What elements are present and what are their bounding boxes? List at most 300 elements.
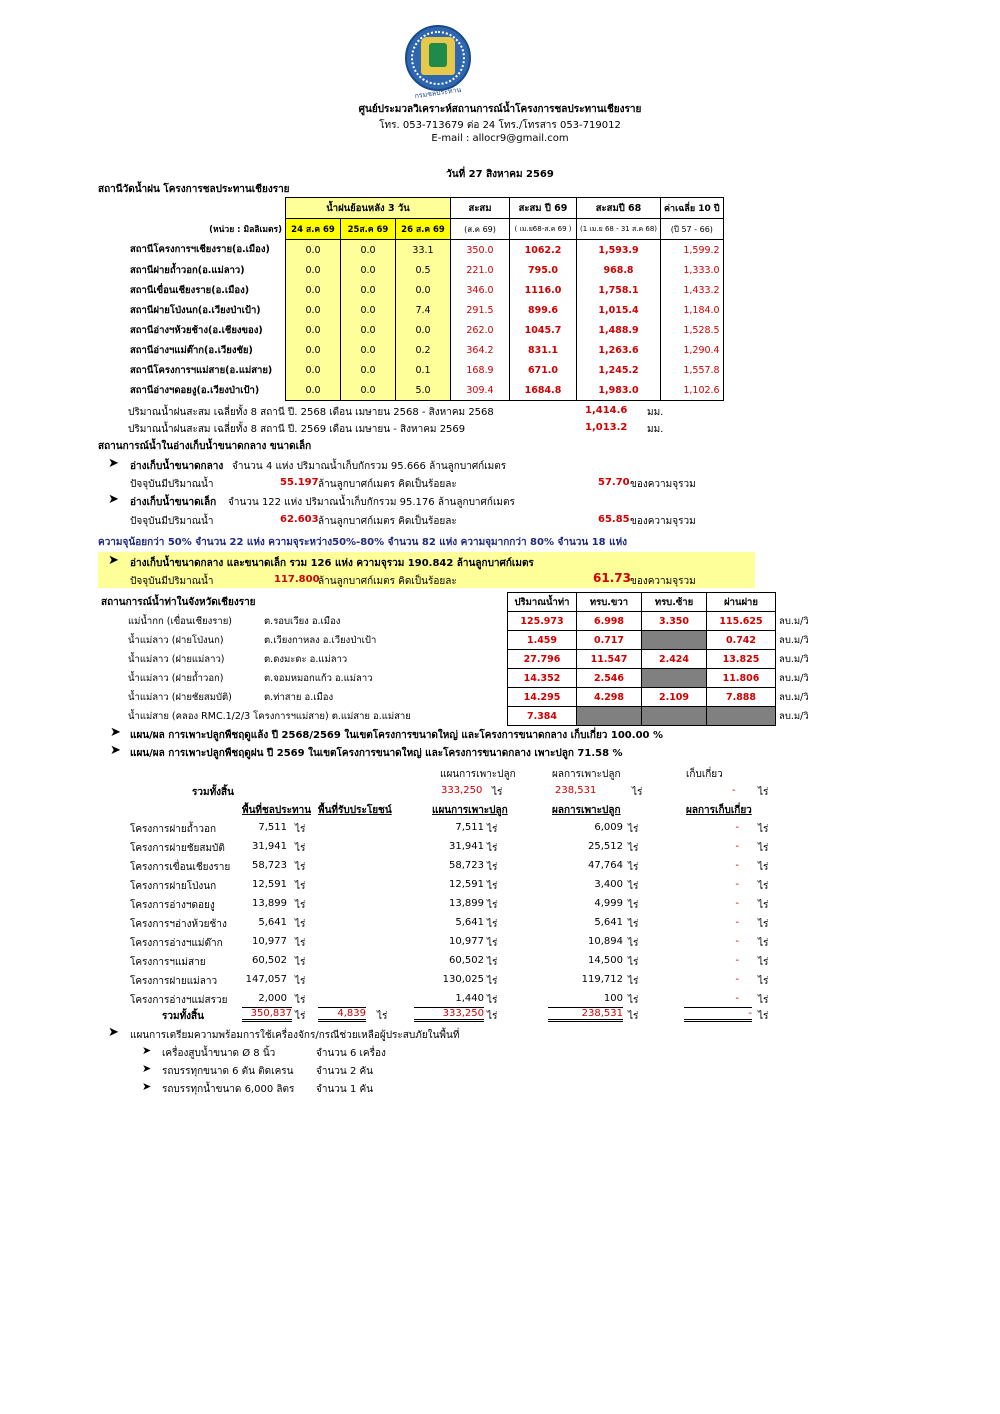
irr-area: 12,591 — [252, 879, 287, 890]
flow-table — [98, 592, 812, 726]
flow-left-empty — [642, 631, 707, 650]
day2-value: 0.0 — [341, 380, 396, 401]
rain-row — [98, 360, 723, 380]
flow-qty: 1.459 — [508, 631, 577, 650]
project-name: โครงการอ่างฯดอยงู — [130, 900, 215, 911]
small-title: อ่างเก็บน้ำขนาดเล็ก — [130, 497, 217, 508]
arrow-icon: ➤ — [110, 725, 121, 740]
plan-value: 7,511 — [455, 822, 484, 833]
irr-area: 31,941 — [252, 841, 287, 852]
cum-value: 291.5 — [451, 300, 510, 320]
rai-label: ไร่ — [758, 862, 769, 873]
rai-label: ไร่ — [628, 881, 639, 892]
crop-h-benefit: พื้นที่รับประโยชน์ — [318, 805, 392, 816]
plan-value: 13,899 — [449, 898, 484, 909]
cum69-sub: ( เม.ย68-ส.ค 69 ) — [510, 219, 577, 240]
harvest-value: - — [735, 993, 739, 1004]
harvest-value: - — [735, 860, 739, 871]
cum68-value: 1,263.6 — [577, 340, 661, 360]
avg-value: 1,557.8 — [661, 360, 724, 380]
equip-title: แผนการเตรียมความพร้อมการใช้เครื่องจักร/กรณีช่วยเหลือผู้ประสบภัยในพื้นที่ — [130, 1030, 460, 1041]
header-line1: ศูนย์ประมวลวิเคราะห์สถานการณ์น้ำโครงการชลประทานเชียงราย — [358, 104, 642, 115]
cum-value: 262.0 — [451, 320, 510, 340]
rai-label: ไร่ — [758, 919, 769, 930]
avg-header: ค่าเฉลี่ย 10 ปี — [661, 198, 724, 219]
crop-grand-plan: 333,250 — [441, 785, 483, 796]
station-name: สถานีอ่างฯดอยงู(อ.เวียงป่าเป้า) — [130, 384, 260, 396]
flow-right: 0.717 — [577, 631, 642, 650]
avg-value: 1,528.5 — [661, 320, 724, 340]
cum-value: 346.0 — [451, 280, 510, 300]
plan-value: 130,025 — [442, 974, 484, 985]
rain-row — [98, 240, 723, 261]
cum68-value: 1,983.0 — [577, 380, 661, 401]
harvest-value: - — [735, 841, 739, 852]
cum69-value: 671.0 — [510, 360, 577, 380]
cum-sub: (ส.ค 69) — [451, 219, 510, 240]
irr-area: 2,000 — [258, 993, 287, 1004]
rai-label: ไร่ — [632, 787, 643, 798]
cum68-value: 1,015.4 — [577, 300, 661, 320]
flow-right: 11.547 — [577, 650, 642, 669]
crop-total-benefit: 4,839 — [318, 1007, 366, 1022]
day3-value: 0.0 — [396, 320, 451, 340]
flow-right: 6.998 — [577, 612, 642, 631]
flow-h-weir: ผ่านฝาย — [707, 593, 776, 612]
arrow-icon: ➤ — [142, 1044, 152, 1057]
rai-label: ไร่ — [295, 881, 306, 892]
logo-caption: กรมชลประทาน — [414, 85, 462, 101]
flow-unit: ลบ.ม/วิ — [779, 634, 809, 646]
rai-label: ไร่ — [758, 881, 769, 892]
crop-total-harvest: - — [684, 1007, 752, 1022]
equip-qty: จำนวน 1 คัน — [316, 1084, 374, 1095]
mid-now-label: ปัจจุบันมีปริมาณน้ำ — [130, 479, 214, 490]
station-name: สถานีฝายโป่งนก(อ.เวียงป่าเป้า) — [130, 304, 261, 316]
flow-unit: ลบ.ม/วิ — [779, 672, 809, 684]
avg-value: 1,599.2 — [661, 240, 724, 261]
small-now-label: ปัจจุบันมีปริมาณน้ำ — [130, 516, 214, 527]
project-name: โครงการฝายถ้ำวอก — [130, 824, 217, 835]
irr-area: 60,502 — [252, 955, 287, 966]
arrow-icon: ➤ — [142, 1080, 152, 1093]
flow-row — [98, 688, 812, 707]
cum-value: 168.9 — [451, 360, 510, 380]
location: ต.ดงมะดะ อ.แม่ลาว — [264, 653, 348, 665]
header-line3: E-mail : allocr9@gmail.com — [431, 133, 569, 144]
project-name: โครงการฝายแม่ลาว — [130, 976, 218, 987]
harvest-value: - — [735, 822, 739, 833]
result-value: 6,009 — [594, 822, 623, 833]
result-value: 47,764 — [588, 860, 623, 871]
result-value: 25,512 — [588, 841, 623, 852]
irr-area: 13,899 — [252, 898, 287, 909]
avg-value: 1,433.2 — [661, 280, 724, 300]
rain3-header: น้ำฝนย้อนหลัง 3 วัน — [286, 198, 451, 219]
flow-qty: 27.796 — [508, 650, 577, 669]
avg68-unit: มม. — [647, 407, 664, 418]
location: ต.ท่าสาย อ.เมือง — [264, 691, 334, 703]
location: ต.เวียงกาหลง อ.เวียงป่าเป้า — [264, 634, 377, 646]
crop-grand-label: รวมทั้งสิ้น — [192, 787, 234, 798]
rai-label: ไร่ — [758, 957, 769, 968]
cum-header: สะสม — [451, 198, 510, 219]
flow-unit: ลบ.ม/วิ — [779, 653, 809, 665]
avg68-value: 1,414.6 — [585, 405, 628, 416]
result-value: 10,894 — [588, 936, 623, 947]
avg-value: 1,333.0 — [661, 260, 724, 280]
project-name: โครงการอ่างฯแม่สรวย — [130, 995, 228, 1006]
day1-value: 0.0 — [286, 240, 341, 261]
day3-value: 0.2 — [396, 340, 451, 360]
flow-left: 3.350 — [642, 612, 707, 631]
rai-label: ไร่ — [628, 900, 639, 911]
crop-h-result2: ผลการเพาะปลูก — [552, 805, 621, 816]
cum-value: 364.2 — [451, 340, 510, 360]
flow-last-qty: 7.384 — [508, 707, 577, 726]
day2-header: 25ส.ค 69 — [341, 219, 396, 240]
harvest-value: - — [735, 955, 739, 966]
day1-value: 0.0 — [286, 320, 341, 340]
rai-label: ไร่ — [628, 957, 639, 968]
day1-value: 0.0 — [286, 260, 341, 280]
reservoir-title: สถานการณ์น้ำในอ่างเก็บน้ำขนาดกลาง ขนาดเล็ก — [98, 441, 312, 452]
mid-now-value: 55.197 — [280, 477, 319, 488]
rai-label: ไร่ — [295, 900, 306, 911]
flow-unit: ลบ.ม/วิ — [779, 691, 809, 703]
flow-left: 2.109 — [642, 688, 707, 707]
arrow-icon: ➤ — [108, 492, 119, 507]
flow-left-empty — [642, 669, 707, 688]
rain-row — [98, 300, 723, 320]
rai-label: ไร่ — [487, 881, 498, 892]
result-value: 4,999 — [594, 898, 623, 909]
flow-qty: 125.973 — [508, 612, 577, 631]
crop-h-area: พื้นที่ชลประทาน — [242, 805, 312, 816]
cum69-value: 831.1 — [510, 340, 577, 360]
total-now-label: ปัจจุบันมีปริมาณน้ำ — [130, 576, 214, 587]
arrow-icon: ➤ — [108, 456, 119, 471]
plan-value: 31,941 — [449, 841, 484, 852]
plan-value: 60,502 — [449, 955, 484, 966]
cum68-value: 968.8 — [577, 260, 661, 280]
day2-value: 0.0 — [341, 300, 396, 320]
flow-unit: ลบ.ม/วิ — [779, 710, 809, 722]
flow-qty: 14.295 — [508, 688, 577, 707]
total-title: อ่างเก็บน้ำขนาดกลาง และขนาดเล็ก รวม 126 แห่ง ความจุรวม 190.842 ล้านลูกบาศก์เมตร — [130, 558, 534, 569]
rai-label: ไร่ — [295, 919, 306, 930]
day1-value: 0.0 — [286, 300, 341, 320]
river-name: น้ำแม่ลาว (ฝายถ้ำวอก) — [128, 672, 224, 684]
location: ต.รอบเวียง อ.เมือง — [264, 615, 341, 627]
day3-value: 0.5 — [396, 260, 451, 280]
harvest-value: - — [735, 936, 739, 947]
station-name: สถานีอ่างฯห้วยช้าง(อ.เชียงของ) — [130, 324, 263, 336]
crop-plan1: แผน/ผล การเพาะปลูกพืชฤดูแล้ง ปี 2568/2569 ในเขตโครงการขนาดใหญ่ และโครงการขนาดกลาง เก็บเกี่ยว 100.00 % — [130, 730, 663, 741]
result-value: 100 — [603, 993, 623, 1004]
project-name: โครงการฝายโป่งนก — [130, 881, 217, 892]
avg68-label: ปริมาณน้ำฝนสะสม เฉลี่ยทั้ง 8 สถานี ปี. 2568 เดือน เมษายน 2568 - สิงหาคม 2568 — [128, 407, 494, 418]
mid-pct-suffix: ของความจุรวม — [630, 479, 696, 490]
day3-value: 0.0 — [396, 280, 451, 300]
cum68-header: สะสมปี 68 — [577, 198, 661, 219]
rai-label: ไร่ — [628, 938, 639, 949]
rai-label: ไร่ — [758, 787, 769, 798]
cum69-value: 1116.0 — [510, 280, 577, 300]
project-name: โครงการฝายชัยสมบัติ — [130, 843, 225, 854]
flow-left: 2.424 — [642, 650, 707, 669]
small-desc: จำนวน 122 แห่ง ปริมาณน้ำเก็บกักรวม 95.176 ล้านลูกบาศก์เมตร — [228, 497, 515, 508]
report-date: วันที่ 27 สิงหาคม 2569 — [446, 169, 554, 180]
day1-header: 24 ส.ค 69 — [286, 219, 341, 240]
cum69-value: 899.6 — [510, 300, 577, 320]
avg69-unit: มม. — [647, 424, 664, 435]
rain-row — [98, 280, 723, 300]
rai-label: ไร่ — [758, 843, 769, 854]
project-name: โครงการอ่างฯแม่ต๊าก — [130, 938, 223, 949]
rai-label: ไร่ — [628, 1011, 639, 1022]
flow-qty: 14.352 — [508, 669, 577, 688]
result-value: 3,400 — [594, 879, 623, 890]
flow-weir: 11.806 — [707, 669, 776, 688]
rai-label: ไร่ — [295, 843, 306, 854]
department-logo — [405, 25, 471, 91]
station-name: สถานีอ่างฯแม่ต๊าก(อ.เวียงชัย) — [130, 344, 253, 356]
day1-value: 0.0 — [286, 340, 341, 360]
irr-area: 7,511 — [258, 822, 287, 833]
day3-header: 26 ส.ค 69 — [396, 219, 451, 240]
day2-value: 0.0 — [341, 340, 396, 360]
plan-value: 58,723 — [449, 860, 484, 871]
small-pct: 65.85 — [598, 514, 630, 525]
rai-label: ไร่ — [487, 919, 498, 930]
day3-value: 7.4 — [396, 300, 451, 320]
project-name: โครงการฯแม่สาย — [130, 957, 206, 968]
day2-value: 0.0 — [341, 260, 396, 280]
rai-label: ไร่ — [628, 824, 639, 835]
rai-label: ไร่ — [628, 862, 639, 873]
flow-row — [98, 631, 812, 650]
rai-label: ไร่ — [487, 862, 498, 873]
mid-unit: ล้านลูกบาศก์เมตร คิดเป็นร้อยละ — [318, 479, 457, 490]
rain-row — [98, 340, 723, 360]
flow-h-left: ทรบ.ซ้าย — [642, 593, 707, 612]
flow-weir: 0.742 — [707, 631, 776, 650]
cum69-value: 1684.8 — [510, 380, 577, 401]
day1-value: 0.0 — [286, 360, 341, 380]
station-name: สถานีเขื่อนเชียงราย(อ.เมือง) — [130, 284, 250, 296]
result-value: 5,641 — [594, 917, 623, 928]
total-pct-suffix: ของความจุรวม — [630, 576, 696, 587]
avg-value: 1,184.0 — [661, 300, 724, 320]
small-now-value: 62.603 — [280, 514, 319, 525]
cum69-value: 1062.2 — [510, 240, 577, 261]
flow-right: 4.298 — [577, 688, 642, 707]
equip-name: รถบรรทุกขนาด 6 ตัน ติดเครน — [162, 1066, 294, 1077]
station-name: สถานีโครงการฯแม่สาย(อ.แม่สาย) — [130, 364, 273, 376]
rai-label: ไร่ — [758, 938, 769, 949]
crop-total-area: 350,837 — [242, 1007, 292, 1022]
rai-label: ไร่ — [628, 919, 639, 930]
flow-last-label: น้ำแม่สาย (คลอง RMC.1/2/3 โครงการฯแม่สาย) ต.แม่สาย อ.แม่สาย — [128, 710, 411, 722]
rai-label: ไร่ — [758, 976, 769, 987]
crop-h-harvest: เก็บเกี่ยว — [686, 769, 723, 780]
flow-h-qty: ปริมาณน้ำท่า — [508, 593, 577, 612]
rai-label: ไร่ — [628, 995, 639, 1006]
crop-h-harvest-res: ผลการเก็บเกี่ยว — [686, 805, 752, 816]
day2-value: 0.0 — [341, 240, 396, 261]
irr-area: 10,977 — [252, 936, 287, 947]
rai-label: ไร่ — [758, 824, 769, 835]
crop-h-result: ผลการเพาะปลูก — [552, 769, 621, 780]
crop-total-plan: 333,250 — [414, 1007, 484, 1022]
cum68-sub: (1 เม.ย 68 - 31 ส.ค 68) — [577, 219, 661, 240]
plan-value: 1,440 — [455, 993, 484, 1004]
river-name: น้ำแม่ลาว (ฝายโป่งนก) — [128, 634, 224, 646]
project-name: โครงการฯอ่างห้วยช้าง — [130, 919, 227, 930]
harvest-value: - — [735, 898, 739, 909]
rai-label: ไร่ — [487, 976, 498, 987]
mid-title: อ่างเก็บน้ำขนาดกลาง — [130, 461, 224, 472]
station-name: สถานีฝายถ้ำวอก(อ.แม่ลาว) — [130, 264, 245, 276]
day2-value: 0.0 — [341, 280, 396, 300]
mid-desc: จำนวน 4 แห่ง ปริมาณน้ำเก็บกักรวม 95.666 ล้านลูกบาศก์เมตร — [232, 461, 507, 472]
rai-label: ไร่ — [295, 995, 306, 1006]
rai-label: ไร่ — [628, 976, 639, 987]
rai-label: ไร่ — [295, 938, 306, 949]
cum68-value: 1,488.9 — [577, 320, 661, 340]
unit-label: (หน่วย : มิลลิเมตร) — [209, 225, 282, 235]
flow-title: สถานการณ์น้ำท่าในจังหวัดเชียงราย — [101, 596, 256, 608]
rai-label: ไร่ — [758, 1011, 769, 1022]
flow-unit: ลบ.ม/วิ — [779, 615, 809, 627]
irr-area: 5,641 — [258, 917, 287, 928]
flow-weir: 13.825 — [707, 650, 776, 669]
rai-label: ไร่ — [295, 1011, 306, 1022]
rai-label: ไร่ — [758, 995, 769, 1006]
day3-value: 0.1 — [396, 360, 451, 380]
result-value: 119,712 — [581, 974, 623, 985]
day2-value: 0.0 — [341, 360, 396, 380]
cum-value: 350.0 — [451, 240, 510, 261]
harvest-value: - — [735, 917, 739, 928]
arrow-icon: ➤ — [142, 1062, 152, 1075]
rai-label: ไร่ — [487, 843, 498, 854]
rai-label: ไร่ — [492, 787, 503, 798]
rai-label: ไร่ — [487, 900, 498, 911]
rain-row — [98, 260, 723, 280]
cum68-value: 1,758.1 — [577, 280, 661, 300]
irr-area: 58,723 — [252, 860, 287, 871]
equip-name: รถบรรทุกน้ำขนาด 6,000 ลิตร — [162, 1084, 295, 1095]
rai-label: ไร่ — [758, 900, 769, 911]
rai-label: ไร่ — [295, 976, 306, 987]
rain-row — [98, 320, 723, 340]
result-value: 14,500 — [588, 955, 623, 966]
cum69-value: 795.0 — [510, 260, 577, 280]
rai-label: ไร่ — [295, 862, 306, 873]
rain-table — [98, 197, 724, 401]
total-now-value: 117.800 — [274, 574, 320, 585]
plan-value: 5,641 — [455, 917, 484, 928]
harvest-value: - — [735, 879, 739, 890]
cum69-header: สะสม ปี 69 — [510, 198, 577, 219]
rai-label: ไร่ — [487, 938, 498, 949]
mid-pct: 57.70 — [598, 477, 630, 488]
station-name: สถานีโครงการฯเชียงราย(อ.เมือง) — [130, 244, 270, 256]
crop-h-plan: แผนการเพาะปลูก — [440, 769, 516, 780]
arrow-icon: ➤ — [108, 553, 119, 568]
rai-label: ไร่ — [487, 1011, 498, 1022]
plan-value: 12,591 — [449, 879, 484, 890]
rai-label: ไร่ — [487, 824, 498, 835]
rai-label: ไร่ — [295, 957, 306, 968]
rai-label: ไร่ — [295, 824, 306, 835]
rain-section-title: สถานีวัดน้ำฝน โครงการชลประทานเชียงราย — [98, 184, 290, 195]
project-name: โครงการเขื่อนเชียงราย — [130, 862, 231, 873]
day1-value: 0.0 — [286, 280, 341, 300]
day2-value: 0.0 — [341, 320, 396, 340]
flow-row — [98, 612, 812, 631]
rai-label: ไร่ — [377, 1011, 388, 1022]
river-name: น้ำแม่ลาว (ฝายแม่ลาว) — [128, 653, 225, 665]
arrow-icon: ➤ — [108, 1025, 119, 1040]
rai-label: ไร่ — [487, 995, 498, 1006]
cum-value: 221.0 — [451, 260, 510, 280]
avg69-label: ปริมาณน้ำฝนสะสม เฉลี่ยทั้ง 8 สถานี ปี. 2569 เดือน เมษายน - สิงหาคม 2569 — [128, 424, 466, 435]
crop-plan2: แผน/ผล การเพาะปลูกพืชฤดูฝน ปี 2569 ในเขตโครงการขนาดใหญ่ และโครงการขนาดกลาง เพาะปลูก 71.58 % — [130, 748, 623, 759]
river-name: น้ำแม่ลาว (ฝายชัยสมบัติ) — [128, 691, 232, 703]
day3-value: 5.0 — [396, 380, 451, 401]
crop-grand-result: 238,531 — [555, 785, 597, 796]
day1-value: 0.0 — [286, 380, 341, 401]
header-line2: โทร. 053-713679 ต่อ 24 โทร./โทรสาร 053-719012 — [379, 120, 621, 131]
capacity-line: ความจุน้อยกว่า 50% จำนวน 22 แห่ง ความจุระหว่าง50%-80% จำนวน 82 แห่ง ความจุมากกว่า 80% จำนวน 18 แห่ง — [98, 537, 628, 548]
cum69-value: 1045.7 — [510, 320, 577, 340]
rai-label: ไร่ — [487, 957, 498, 968]
flow-right: 2.546 — [577, 669, 642, 688]
avg-value: 1,290.4 — [661, 340, 724, 360]
day3-value: 33.1 — [396, 240, 451, 261]
flow-weir: 7.888 — [707, 688, 776, 707]
small-unit: ล้านลูกบาศก์เมตร คิดเป็นร้อยละ — [318, 516, 457, 527]
rai-label: ไร่ — [628, 843, 639, 854]
equip-qty: จำนวน 6 เครื่อง — [316, 1048, 386, 1059]
plan-value: 10,977 — [449, 936, 484, 947]
avg69-value: 1,013.2 — [585, 422, 628, 433]
equip-name: เครื่องสูบน้ำขนาด Ø 8 นิ้ว — [162, 1048, 276, 1059]
cum-value: 309.4 — [451, 380, 510, 401]
flow-row — [98, 650, 812, 669]
crop-h-plan2: แผนการเพาะปลูก — [432, 805, 508, 816]
avg-value: 1,102.6 — [661, 380, 724, 401]
equip-qty: จำนวน 2 คัน — [316, 1066, 374, 1077]
river-name: แม่น้ำกก (เขื่อนเชียงราย) — [128, 615, 232, 627]
rain-row — [98, 380, 723, 401]
crop-total-result: 238,531 — [548, 1007, 623, 1022]
total-pct: 61.73 — [593, 571, 631, 585]
flow-h-right: ทรบ.ขวา — [577, 593, 642, 612]
small-pct-suffix: ของความจุรวม — [630, 516, 696, 527]
flow-weir: 115.625 — [707, 612, 776, 631]
avg-sub: (ปี 57 - 66) — [661, 219, 724, 240]
cum68-value: 1,245.2 — [577, 360, 661, 380]
flow-row — [98, 669, 812, 688]
harvest-value: - — [735, 974, 739, 985]
total-unit: ล้านลูกบาศก์เมตร คิดเป็นร้อยละ — [318, 576, 457, 587]
irr-area: 147,057 — [245, 974, 287, 985]
crop-total-label: รวมทั้งสิ้น — [162, 1011, 204, 1022]
